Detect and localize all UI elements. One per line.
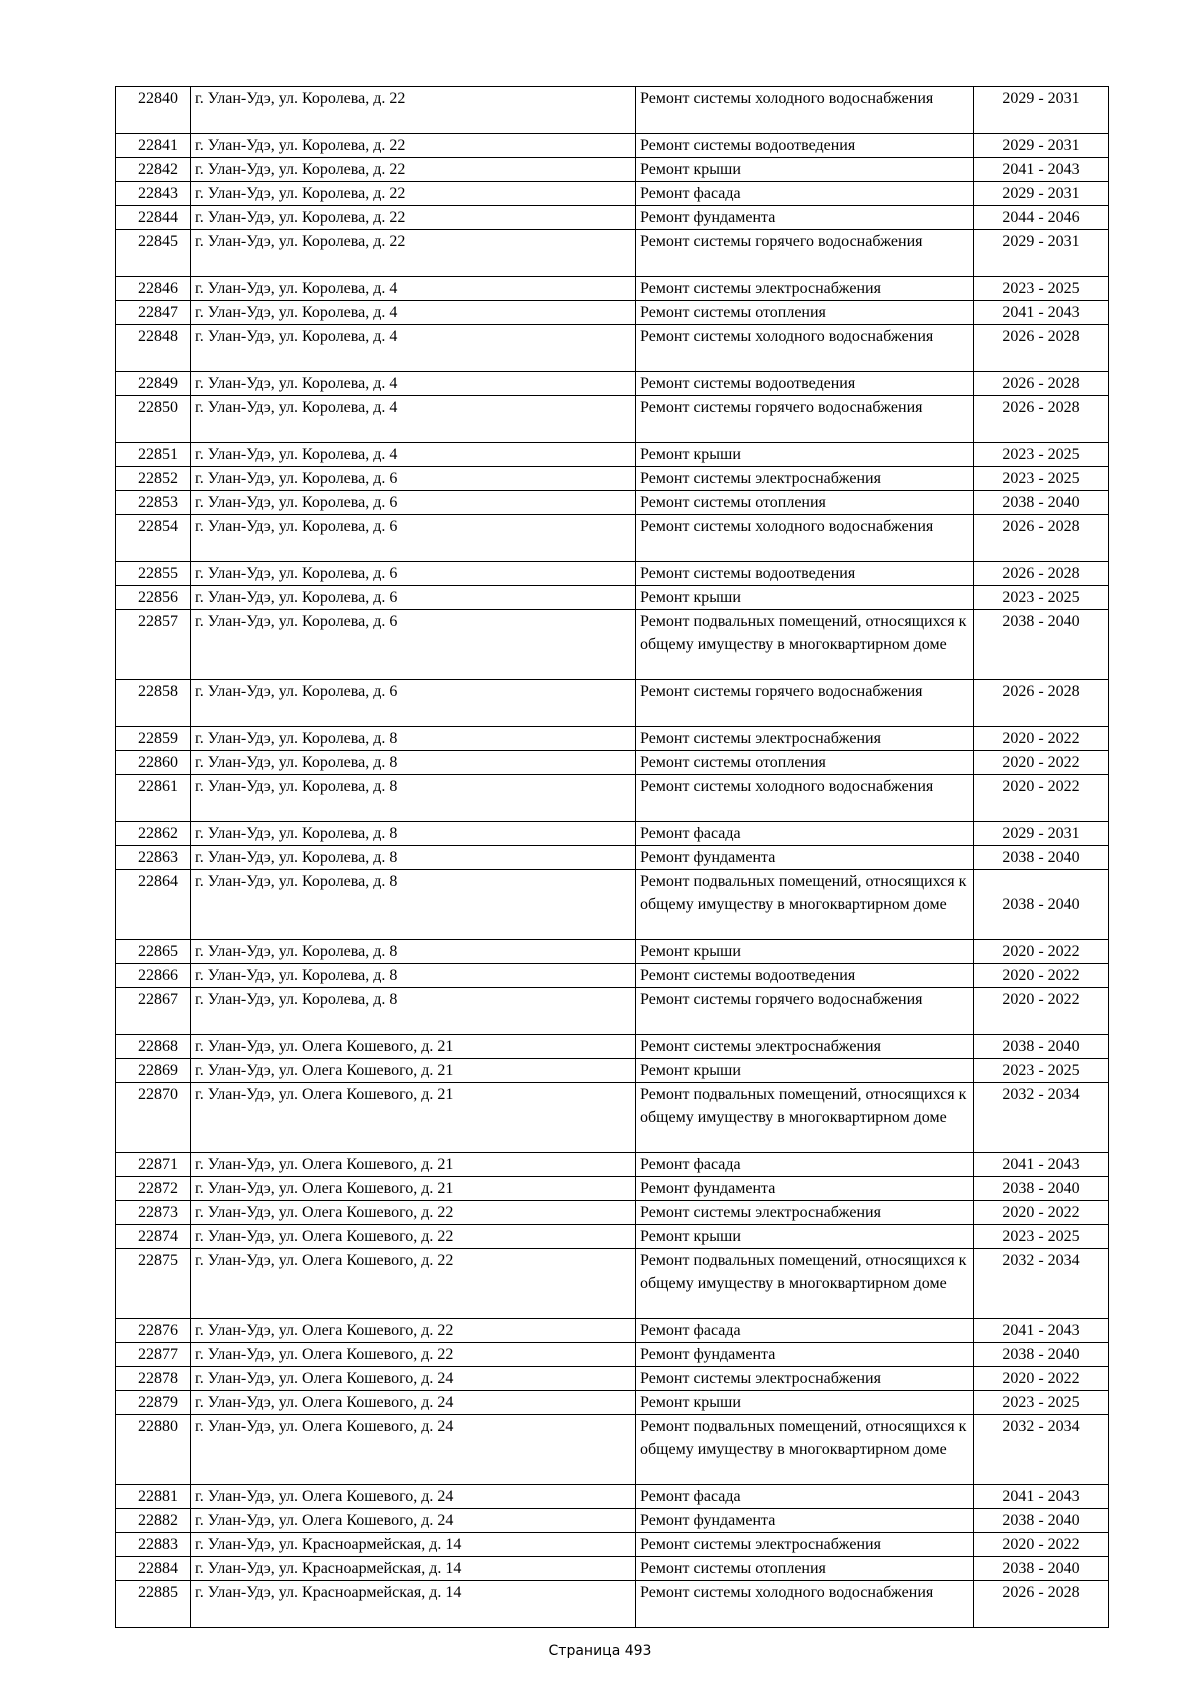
- address-cell: г. Улан-Удэ, ул. Королева, д. 6: [191, 680, 636, 727]
- address-cell: г. Улан-Удэ, ул. Олега Кошевого, д. 22: [191, 1249, 636, 1319]
- row-number-cell: 22861: [116, 775, 191, 822]
- table-row: [116, 182, 1109, 206]
- works-table-container: [115, 86, 1108, 1628]
- period-cell: 2032 - 2034: [974, 1415, 1109, 1485]
- period-cell: 2041 - 2043: [974, 301, 1109, 325]
- row-number-cell: 22881: [116, 1485, 191, 1509]
- work-type-cell: Ремонт подвальных помещений, относящихся к общему имуществу в многоквартирном доме: [636, 870, 974, 940]
- address-cell: г. Улан-Удэ, ул. Олега Кошевого, д. 22: [191, 1225, 636, 1249]
- row-number-cell: 22865: [116, 940, 191, 964]
- table-row: [116, 751, 1109, 775]
- address-cell: г. Улан-Удэ, ул. Королева, д. 22: [191, 182, 636, 206]
- table-row: [116, 515, 1109, 562]
- period-cell: 2020 - 2022: [974, 1201, 1109, 1225]
- work-type-cell: Ремонт крыши: [636, 1391, 974, 1415]
- table-row: [116, 1509, 1109, 1533]
- address-cell: г. Улан-Удэ, ул. Олега Кошевого, д. 22: [191, 1201, 636, 1225]
- address-cell: г. Улан-Удэ, ул. Королева, д. 6: [191, 586, 636, 610]
- row-number-cell: 22876: [116, 1319, 191, 1343]
- work-type-cell: Ремонт фундамента: [636, 1343, 974, 1367]
- work-type-cell: Ремонт системы электроснабжения: [636, 1367, 974, 1391]
- row-number-cell: 22859: [116, 727, 191, 751]
- period-cell: 2038 - 2040: [974, 1035, 1109, 1059]
- table-row: [116, 1367, 1109, 1391]
- address-cell: г. Улан-Удэ, ул. Королева, д. 8: [191, 751, 636, 775]
- address-cell: г. Улан-Удэ, ул. Олега Кошевого, д. 21: [191, 1059, 636, 1083]
- row-number-cell: 22885: [116, 1581, 191, 1628]
- row-number-cell: 22841: [116, 134, 191, 158]
- work-type-cell: Ремонт системы отопления: [636, 1557, 974, 1581]
- table-row: [116, 1343, 1109, 1367]
- table-row: [116, 680, 1109, 727]
- table-row: [116, 727, 1109, 751]
- table-row: [116, 940, 1109, 964]
- address-cell: г. Улан-Удэ, ул. Королева, д. 8: [191, 964, 636, 988]
- address-cell: г. Улан-Удэ, ул. Королева, д. 6: [191, 562, 636, 586]
- row-number-cell: 22871: [116, 1153, 191, 1177]
- table-row: [116, 870, 1109, 940]
- address-cell: г. Улан-Удэ, ул. Королева, д. 4: [191, 443, 636, 467]
- table-row: [116, 1059, 1109, 1083]
- table-row: [116, 230, 1109, 277]
- row-number-cell: 22867: [116, 988, 191, 1035]
- row-number-cell: 22844: [116, 206, 191, 230]
- row-number-cell: 22878: [116, 1367, 191, 1391]
- work-type-cell: Ремонт фундамента: [636, 1177, 974, 1201]
- table-row: [116, 1225, 1109, 1249]
- table-row: [116, 491, 1109, 515]
- period-cell: 2041 - 2043: [974, 158, 1109, 182]
- table-row: [116, 1249, 1109, 1319]
- address-cell: г. Улан-Удэ, ул. Королева, д. 22: [191, 87, 636, 134]
- table-row: [116, 775, 1109, 822]
- row-number-cell: 22840: [116, 87, 191, 134]
- row-number-cell: 22858: [116, 680, 191, 727]
- table-row: [116, 87, 1109, 134]
- address-cell: г. Улан-Удэ, ул. Королева, д. 22: [191, 230, 636, 277]
- address-cell: г. Улан-Удэ, ул. Королева, д. 6: [191, 610, 636, 680]
- address-cell: г. Улан-Удэ, ул. Красноармейская, д. 14: [191, 1581, 636, 1628]
- address-cell: г. Улан-Удэ, ул. Олега Кошевого, д. 21: [191, 1035, 636, 1059]
- period-cell: 2029 - 2031: [974, 87, 1109, 134]
- period-cell: 2020 - 2022: [974, 751, 1109, 775]
- row-number-cell: 22866: [116, 964, 191, 988]
- work-type-cell: Ремонт системы водоотведения: [636, 134, 974, 158]
- work-type-cell: Ремонт фасада: [636, 1153, 974, 1177]
- period-cell: 2038 - 2040: [974, 870, 1109, 940]
- works-table: [115, 86, 1109, 1628]
- period-cell: 2038 - 2040: [974, 1177, 1109, 1201]
- address-cell: г. Улан-Удэ, ул. Королева, д. 4: [191, 277, 636, 301]
- work-type-cell: Ремонт системы горячего водоснабжения: [636, 396, 974, 443]
- row-number-cell: 22872: [116, 1177, 191, 1201]
- work-type-cell: Ремонт системы отопления: [636, 491, 974, 515]
- row-number-cell: 22846: [116, 277, 191, 301]
- period-cell: 2026 - 2028: [974, 396, 1109, 443]
- row-number-cell: 22857: [116, 610, 191, 680]
- work-type-cell: Ремонт подвальных помещений, относящихся к общему имуществу в многоквартирном доме: [636, 610, 974, 680]
- address-cell: г. Улан-Удэ, ул. Олега Кошевого, д. 24: [191, 1485, 636, 1509]
- period-cell: 2038 - 2040: [974, 610, 1109, 680]
- work-type-cell: Ремонт подвальных помещений, относящихся к общему имуществу в многоквартирном доме: [636, 1415, 974, 1485]
- row-number-cell: 22868: [116, 1035, 191, 1059]
- row-number-cell: 22884: [116, 1557, 191, 1581]
- period-cell: 2020 - 2022: [974, 727, 1109, 751]
- address-cell: г. Улан-Удэ, ул. Королева, д. 4: [191, 396, 636, 443]
- address-cell: г. Улан-Удэ, ул. Олега Кошевого, д. 21: [191, 1153, 636, 1177]
- row-number-cell: 22854: [116, 515, 191, 562]
- table-row: [116, 562, 1109, 586]
- table-row: [116, 325, 1109, 372]
- row-number-cell: 22847: [116, 301, 191, 325]
- table-row: [116, 1557, 1109, 1581]
- address-cell: г. Улан-Удэ, ул. Королева, д. 8: [191, 988, 636, 1035]
- work-type-cell: Ремонт подвальных помещений, относящихся к общему имуществу в многоквартирном доме: [636, 1249, 974, 1319]
- address-cell: г. Улан-Удэ, ул. Королева, д. 22: [191, 134, 636, 158]
- period-cell: 2029 - 2031: [974, 134, 1109, 158]
- table-row: [116, 443, 1109, 467]
- address-cell: г. Улан-Удэ, ул. Королева, д. 22: [191, 206, 636, 230]
- period-cell: 2020 - 2022: [974, 1367, 1109, 1391]
- period-cell: 2020 - 2022: [974, 1533, 1109, 1557]
- row-number-cell: 22882: [116, 1509, 191, 1533]
- table-row: [116, 301, 1109, 325]
- work-type-cell: Ремонт крыши: [636, 1059, 974, 1083]
- table-row: [116, 1391, 1109, 1415]
- period-cell: 2029 - 2031: [974, 230, 1109, 277]
- address-cell: г. Улан-Удэ, ул. Олега Кошевого, д. 22: [191, 1319, 636, 1343]
- period-cell: 2038 - 2040: [974, 491, 1109, 515]
- row-number-cell: 22873: [116, 1201, 191, 1225]
- row-number-cell: 22870: [116, 1083, 191, 1153]
- row-number-cell: 22845: [116, 230, 191, 277]
- work-type-cell: Ремонт системы холодного водоснабжения: [636, 325, 974, 372]
- table-row: [116, 1083, 1109, 1153]
- period-cell: 2026 - 2028: [974, 680, 1109, 727]
- address-cell: г. Улан-Удэ, ул. Королева, д. 4: [191, 301, 636, 325]
- period-cell: 2038 - 2040: [974, 1343, 1109, 1367]
- row-number-cell: 22864: [116, 870, 191, 940]
- work-type-cell: Ремонт крыши: [636, 158, 974, 182]
- period-cell: 2020 - 2022: [974, 940, 1109, 964]
- period-cell: 2026 - 2028: [974, 325, 1109, 372]
- table-row: [116, 372, 1109, 396]
- row-number-cell: 22850: [116, 396, 191, 443]
- work-type-cell: Ремонт системы водоотведения: [636, 562, 974, 586]
- period-cell: 2026 - 2028: [974, 562, 1109, 586]
- period-cell: 2023 - 2025: [974, 586, 1109, 610]
- row-number-cell: 22842: [116, 158, 191, 182]
- work-type-cell: Ремонт системы электроснабжения: [636, 1533, 974, 1557]
- page-number: Страница 493: [548, 1643, 652, 1659]
- work-type-cell: Ремонт системы водоотведения: [636, 372, 974, 396]
- address-cell: г. Улан-Удэ, ул. Королева, д. 6: [191, 515, 636, 562]
- work-type-cell: Ремонт фундамента: [636, 1509, 974, 1533]
- table-row: [116, 822, 1109, 846]
- work-type-cell: Ремонт системы электроснабжения: [636, 277, 974, 301]
- table-row: [116, 206, 1109, 230]
- table-row: [116, 1201, 1109, 1225]
- address-cell: г. Улан-Удэ, ул. Красноармейская, д. 14: [191, 1557, 636, 1581]
- table-row: [116, 964, 1109, 988]
- period-cell: 2020 - 2022: [974, 988, 1109, 1035]
- row-number-cell: 22849: [116, 372, 191, 396]
- period-cell: 2038 - 2040: [974, 1557, 1109, 1581]
- table-row: [116, 1415, 1109, 1485]
- work-type-cell: Ремонт фундамента: [636, 206, 974, 230]
- row-number-cell: 22848: [116, 325, 191, 372]
- work-type-cell: Ремонт системы горячего водоснабжения: [636, 230, 974, 277]
- work-type-cell: Ремонт подвальных помещений, относящихся к общему имуществу в многоквартирном доме: [636, 1083, 974, 1153]
- work-type-cell: Ремонт крыши: [636, 1225, 974, 1249]
- address-cell: г. Улан-Удэ, ул. Королева, д. 8: [191, 775, 636, 822]
- period-cell: 2044 - 2046: [974, 206, 1109, 230]
- period-cell: 2023 - 2025: [974, 1391, 1109, 1415]
- period-cell: 2041 - 2043: [974, 1153, 1109, 1177]
- row-number-cell: 22879: [116, 1391, 191, 1415]
- table-row: [116, 586, 1109, 610]
- period-cell: 2020 - 2022: [974, 964, 1109, 988]
- address-cell: г. Улан-Удэ, ул. Королева, д. 8: [191, 940, 636, 964]
- work-type-cell: Ремонт системы горячего водоснабжения: [636, 988, 974, 1035]
- row-number-cell: 22874: [116, 1225, 191, 1249]
- table-row: [116, 134, 1109, 158]
- period-cell: 2023 - 2025: [974, 443, 1109, 467]
- row-number-cell: 22877: [116, 1343, 191, 1367]
- table-row: [116, 158, 1109, 182]
- work-type-cell: Ремонт системы холодного водоснабжения: [636, 515, 974, 562]
- address-cell: г. Улан-Удэ, ул. Королева, д. 8: [191, 846, 636, 870]
- period-cell: 2038 - 2040: [974, 846, 1109, 870]
- table-row: [116, 1153, 1109, 1177]
- work-type-cell: Ремонт системы электроснабжения: [636, 727, 974, 751]
- address-cell: г. Улан-Удэ, ул. Олега Кошевого, д. 24: [191, 1391, 636, 1415]
- address-cell: г. Улан-Удэ, ул. Олега Кошевого, д. 24: [191, 1415, 636, 1485]
- period-cell: 2023 - 2025: [974, 1225, 1109, 1249]
- work-type-cell: Ремонт системы электроснабжения: [636, 1201, 974, 1225]
- work-type-cell: Ремонт фасада: [636, 822, 974, 846]
- table-row: [116, 988, 1109, 1035]
- period-cell: 2032 - 2034: [974, 1249, 1109, 1319]
- row-number-cell: 22869: [116, 1059, 191, 1083]
- work-type-cell: Ремонт системы отопления: [636, 301, 974, 325]
- period-cell: 2023 - 2025: [974, 277, 1109, 301]
- work-type-cell: Ремонт фундамента: [636, 846, 974, 870]
- row-number-cell: 22883: [116, 1533, 191, 1557]
- table-row: [116, 1581, 1109, 1628]
- address-cell: г. Улан-Удэ, ул. Олега Кошевого, д. 24: [191, 1367, 636, 1391]
- work-type-cell: Ремонт системы горячего водоснабжения: [636, 680, 974, 727]
- work-type-cell: Ремонт фасада: [636, 182, 974, 206]
- table-row: [116, 610, 1109, 680]
- address-cell: г. Улан-Удэ, ул. Королева, д. 22: [191, 158, 636, 182]
- table-row: [116, 1485, 1109, 1509]
- address-cell: г. Улан-Удэ, ул. Королева, д. 6: [191, 467, 636, 491]
- period-cell: 2032 - 2034: [974, 1083, 1109, 1153]
- period-cell: 2026 - 2028: [974, 372, 1109, 396]
- row-number-cell: 22853: [116, 491, 191, 515]
- address-cell: г. Улан-Удэ, ул. Олега Кошевого, д. 21: [191, 1083, 636, 1153]
- address-cell: г. Улан-Удэ, ул. Красноармейская, д. 14: [191, 1533, 636, 1557]
- address-cell: г. Улан-Удэ, ул. Королева, д. 4: [191, 325, 636, 372]
- work-type-cell: Ремонт системы водоотведения: [636, 964, 974, 988]
- table-row: [116, 1319, 1109, 1343]
- address-cell: г. Улан-Удэ, ул. Королева, д. 8: [191, 727, 636, 751]
- works-table-body: [116, 87, 1109, 1628]
- period-cell: 2023 - 2025: [974, 1059, 1109, 1083]
- row-number-cell: 22875: [116, 1249, 191, 1319]
- address-cell: г. Улан-Удэ, ул. Олега Кошевого, д. 22: [191, 1343, 636, 1367]
- period-cell: 2041 - 2043: [974, 1485, 1109, 1509]
- work-type-cell: Ремонт фасада: [636, 1485, 974, 1509]
- work-type-cell: Ремонт системы электроснабжения: [636, 467, 974, 491]
- address-cell: г. Улан-Удэ, ул. Олега Кошевого, д. 24: [191, 1509, 636, 1533]
- table-row: [116, 396, 1109, 443]
- period-cell: 2026 - 2028: [974, 515, 1109, 562]
- work-type-cell: Ремонт системы холодного водоснабжения: [636, 87, 974, 134]
- period-cell: 2041 - 2043: [974, 1319, 1109, 1343]
- table-row: [116, 277, 1109, 301]
- table-row: [116, 846, 1109, 870]
- work-type-cell: Ремонт крыши: [636, 940, 974, 964]
- address-cell: г. Улан-Удэ, ул. Королева, д. 8: [191, 870, 636, 940]
- period-cell: 2026 - 2028: [974, 1581, 1109, 1628]
- address-cell: г. Улан-Удэ, ул. Олега Кошевого, д. 21: [191, 1177, 636, 1201]
- address-cell: г. Улан-Удэ, ул. Королева, д. 4: [191, 372, 636, 396]
- work-type-cell: Ремонт фасада: [636, 1319, 974, 1343]
- row-number-cell: 22860: [116, 751, 191, 775]
- table-row: [116, 1533, 1109, 1557]
- row-number-cell: 22851: [116, 443, 191, 467]
- row-number-cell: 22856: [116, 586, 191, 610]
- work-type-cell: Ремонт системы электроснабжения: [636, 1035, 974, 1059]
- work-type-cell: Ремонт крыши: [636, 586, 974, 610]
- work-type-cell: Ремонт системы холодного водоснабжения: [636, 775, 974, 822]
- row-number-cell: 22880: [116, 1415, 191, 1485]
- period-cell: 2029 - 2031: [974, 182, 1109, 206]
- period-cell: 2023 - 2025: [974, 467, 1109, 491]
- work-type-cell: Ремонт системы отопления: [636, 751, 974, 775]
- period-cell: 2038 - 2040: [974, 1509, 1109, 1533]
- row-number-cell: 22855: [116, 562, 191, 586]
- table-row: [116, 467, 1109, 491]
- row-number-cell: 22843: [116, 182, 191, 206]
- row-number-cell: 22863: [116, 846, 191, 870]
- row-number-cell: 22852: [116, 467, 191, 491]
- work-type-cell: Ремонт крыши: [636, 443, 974, 467]
- row-number-cell: 22862: [116, 822, 191, 846]
- address-cell: г. Улан-Удэ, ул. Королева, д. 6: [191, 491, 636, 515]
- period-cell: 2020 - 2022: [974, 775, 1109, 822]
- period-cell: 2029 - 2031: [974, 822, 1109, 846]
- table-row: [116, 1177, 1109, 1201]
- work-type-cell: Ремонт системы холодного водоснабжения: [636, 1581, 974, 1628]
- table-row: [116, 1035, 1109, 1059]
- address-cell: г. Улан-Удэ, ул. Королева, д. 8: [191, 822, 636, 846]
